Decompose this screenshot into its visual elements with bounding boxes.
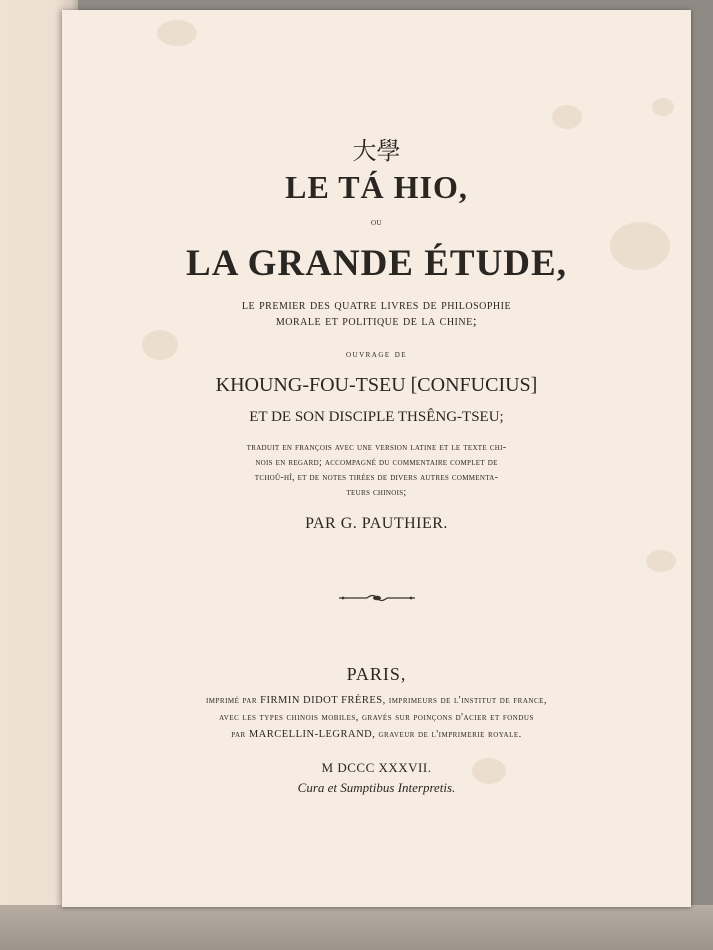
title-page (62, 10, 691, 907)
translation-line-1: traduit en françois avec une version latine et le texte chi- (246, 442, 507, 453)
motto-line: Cura et Sumptibus Interpretis. (297, 780, 456, 795)
foxing-spot (157, 20, 197, 46)
chinese-title: 大學 (352, 137, 401, 165)
imprint-line-1: imprimé par FIRMIN DIDOT FRÈRES, imprimeurs de l'institut de france, (205, 695, 548, 706)
description-line-2: morale et politique de la chine; (275, 314, 478, 329)
description-line-1: le premier des quatre livres de philosophie (241, 298, 512, 313)
date-line: M DCCC XXXVII. (321, 760, 432, 775)
ouvrage-de: ouvrage de (345, 349, 408, 360)
disciple-line: ET DE SON DISCIPLE THSÊNG-TSEU; (249, 409, 504, 425)
foxing-spot (646, 550, 676, 572)
translation-line-3: tchoû-hî, et de notes tirées de divers autres commenta- (254, 472, 499, 483)
subtitle: LA GRANDE ÉTUDE, (186, 243, 567, 284)
foxing-spot (552, 105, 582, 129)
imprint-line-3: par MARCELLIN-LEGRAND, graveur de l'imprimerie royale. (231, 729, 522, 740)
foxing-spot (652, 98, 674, 116)
translation-line-2: nois en regard; accompagné du commentaire complet de (255, 457, 498, 468)
imprint-line-2: avec les types chinois mobiles, gravés sur poinçons d'acier et fondus (219, 712, 534, 723)
ou-connector: ou (370, 217, 383, 228)
main-title: LE TÁ HIO, (285, 169, 468, 205)
place-line: PARIS, (346, 664, 407, 684)
translation-line-4: teurs chinois; (346, 487, 407, 498)
author-line: KHOUNG-FOU-TSEU [CONFUCIUS] (215, 374, 538, 396)
translator-line: PAR G. PAUTHIER. (305, 515, 448, 532)
fleuron-ornament (62, 592, 691, 604)
table-surface (0, 905, 713, 950)
